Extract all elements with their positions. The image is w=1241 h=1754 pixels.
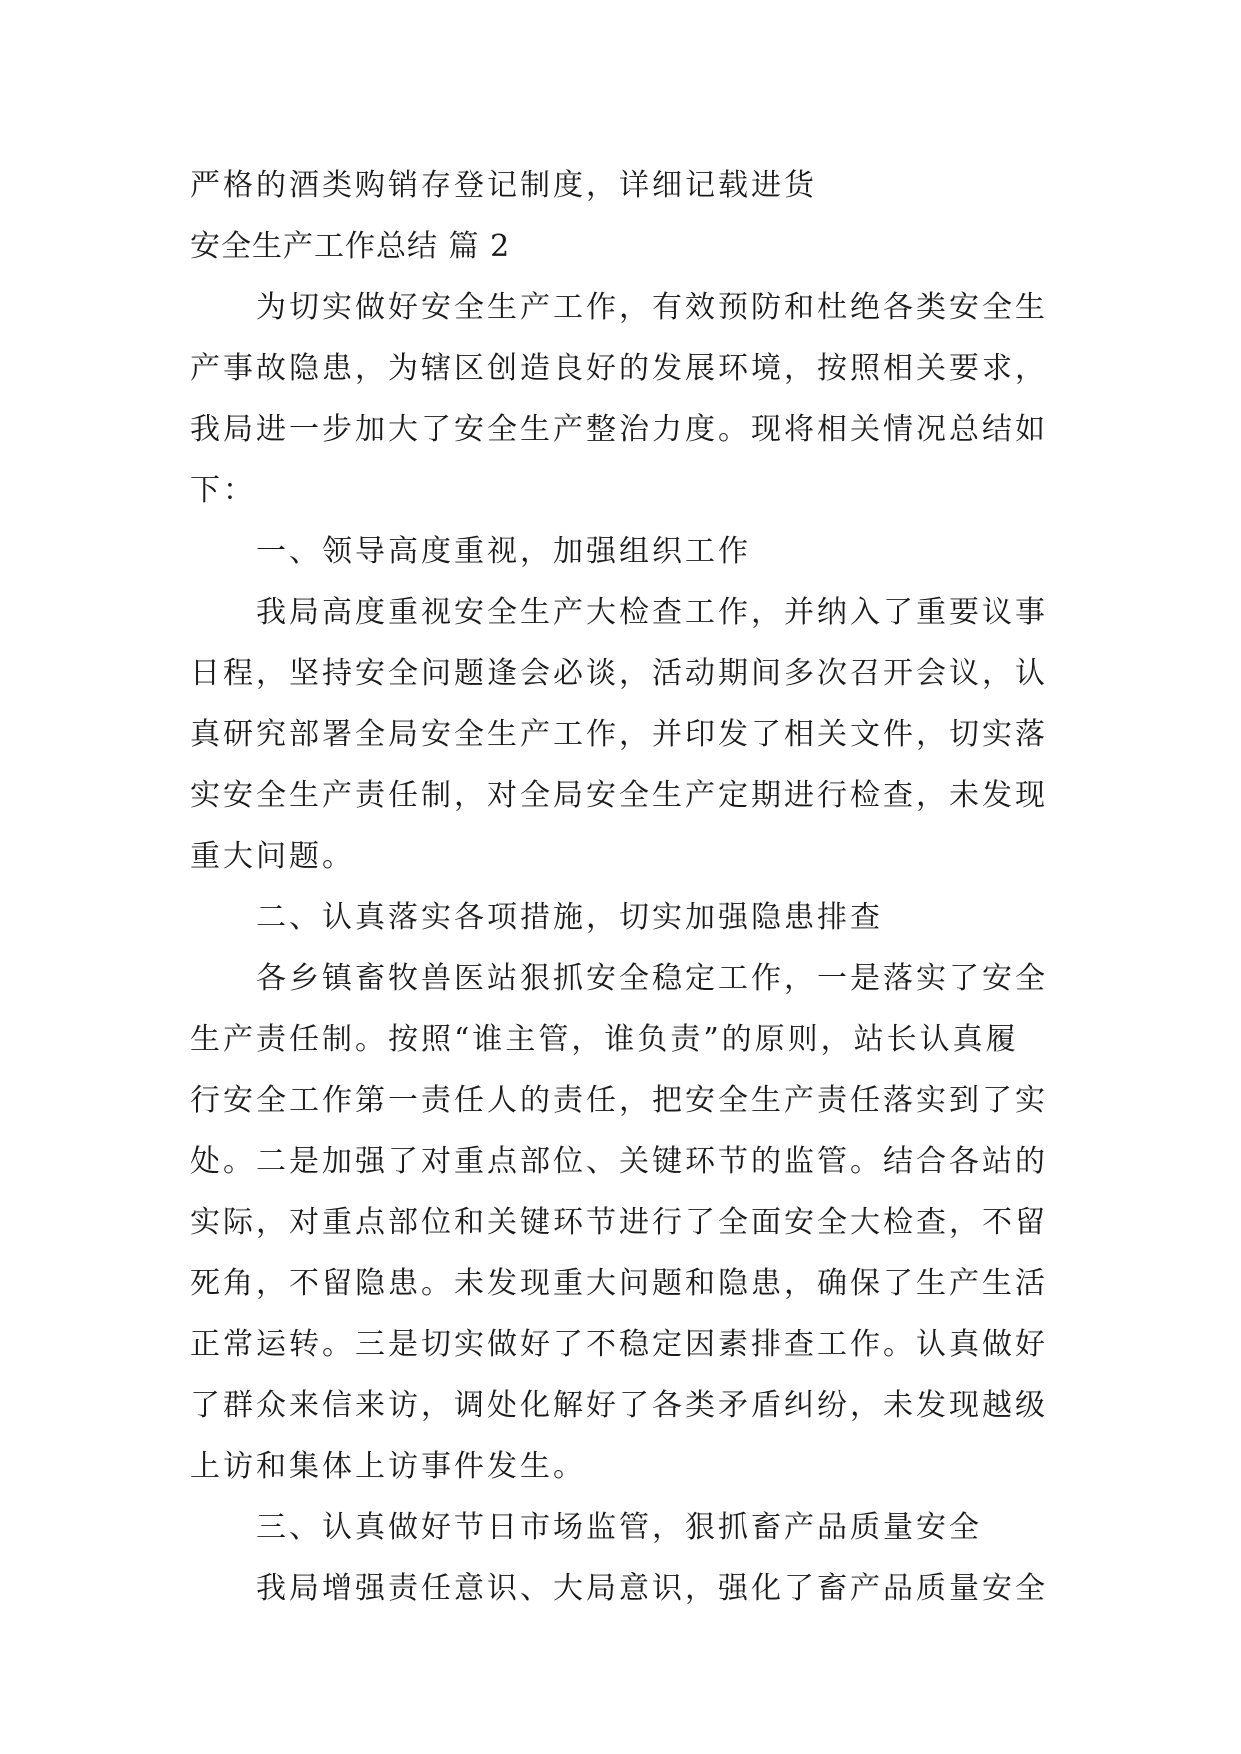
document-title: 安全生产工作总结 篇 2 [190, 229, 511, 264]
section-heading: 二、认真落实各项措施，切实加强隐患排查 [256, 900, 883, 935]
paragraph-line: 各乡镇畜牧兽医站狠抓安全稳定工作，一是落实了安全 [256, 961, 1048, 996]
paragraph-line: 实际，对重点部位和关键环节进行了全面安全大检查，不留 [190, 1205, 1048, 1240]
paragraph-line: 上访和集体上访事件发生。 [190, 1449, 586, 1484]
paragraph-line: 正常运转。三是切实做好了不稳定因素排查工作。认真做好 [190, 1327, 1048, 1362]
paragraph-line: 产事故隐患，为辖区创造良好的发展环境，按照相关要求， [190, 351, 1048, 386]
paragraph-line: 日程，坚持安全问题逢会必谈，活动期间多次召开会议，认 [190, 656, 1048, 691]
continuation-line: 严格的酒类购销存登记制度，详细记载进货 [190, 168, 817, 203]
section-heading: 一、领导高度重视，加强组织工作 [256, 534, 751, 569]
paragraph-line: 我局进一步加大了安全生产整治力度。现将相关情况总结如 [190, 412, 1048, 447]
paragraph-line: 下： [190, 473, 256, 508]
paragraph-line: 行安全工作第一责任人的责任，把安全生产责任落实到了实 [190, 1083, 1048, 1118]
paragraph-line: 真研究部署全局安全生产工作，并印发了相关文件，切实落 [190, 717, 1048, 752]
document-body [190, 155, 1050, 1619]
paragraph-line: 死角，不留隐患。未发现重大问题和隐患，确保了生产生活 [190, 1266, 1048, 1301]
paragraph-line: 实安全生产责任制，对全局安全生产定期进行检查，未发现 [190, 778, 1048, 813]
paragraph-line: 处。二是加强了对重点部位、关键环节的监管。结合各站的 [190, 1144, 1048, 1179]
paragraph-line: 了群众来信来访，调处化解好了各类矛盾纠纷，未发现越级 [190, 1388, 1048, 1423]
paragraph-line: 重大问题。 [190, 839, 355, 874]
section-heading: 三、认真做好节日市场监管，狠抓畜产品质量安全 [256, 1510, 982, 1545]
paragraph-line: 我局高度重视安全生产大检查工作，并纳入了重要议事 [256, 595, 1048, 630]
paragraph-line: 为切实做好安全生产工作，有效预防和杜绝各类安全生 [256, 290, 1048, 325]
paragraph-line: 我局增强责任意识、大局意识，强化了畜产品质量安全 [256, 1571, 1048, 1606]
paragraph-line: 生产责任制。按照“谁主管，谁负责”的原则，站长认真履 [190, 1022, 1019, 1057]
